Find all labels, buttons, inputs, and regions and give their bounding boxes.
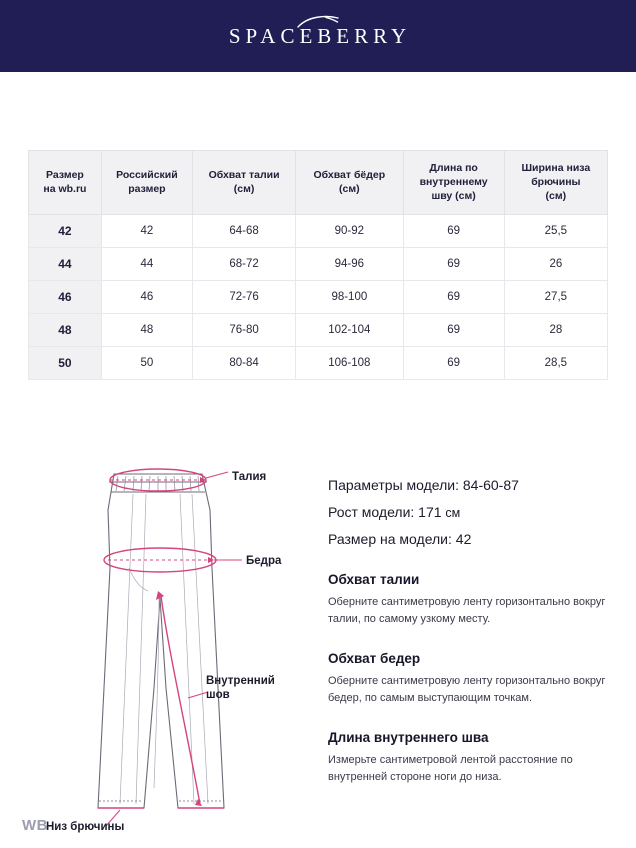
cell-inseam: 69: [403, 313, 504, 346]
cell-inseam: 69: [403, 346, 504, 379]
cell-waist: 68-72: [192, 247, 295, 280]
cell-leg-width: 26: [504, 247, 607, 280]
cell-wb-size: 46: [29, 280, 102, 313]
table-row: [29, 346, 608, 379]
table-header-row: [29, 151, 608, 215]
model-height-value: Рост модели: 171: [328, 503, 442, 520]
table-row: [29, 313, 608, 346]
cell-hips: 106-108: [296, 346, 403, 379]
diagram-label-hips: Бедра: [246, 554, 282, 567]
col-header-inseam: Длина по внутреннему шву (см): [403, 151, 504, 215]
cell-hips: 90-92: [296, 214, 403, 247]
wb-watermark: WB: [22, 817, 48, 834]
model-size: Размер на модели: 42: [328, 530, 472, 547]
table-row: [29, 280, 608, 313]
model-height-unit: см: [445, 505, 461, 520]
brand-logo: [225, 24, 411, 49]
diagram-label-inseam-line2: шов: [206, 688, 230, 701]
instruction-hips: [328, 651, 608, 706]
cell-wb-size: 48: [29, 313, 102, 346]
cell-leg-width: 28,5: [504, 346, 607, 379]
cell-wb-size: 44: [29, 247, 102, 280]
model-info: [300, 448, 608, 838]
cell-waist: 72-76: [192, 280, 295, 313]
instruction-inseam-text: Измерьте сантиметровой лентой расстояние по внутренней стороне ноги до низа.: [328, 754, 573, 783]
diagram-label-waist: Талия: [232, 470, 267, 483]
instruction-hips-text: Оберните сантиметровую ленту горизонтально вокруг бедер, по самым выступающим точкам.: [328, 675, 606, 704]
cell-wb-size: 42: [29, 214, 102, 247]
cell-waist: 64-68: [192, 214, 295, 247]
cell-ru-size: 48: [101, 313, 192, 346]
col-header-ru-size: Российский размер: [101, 151, 192, 215]
swoosh-icon: [296, 11, 340, 36]
size-table-wrap: [28, 150, 608, 380]
diagram-label-inseam: [206, 674, 296, 703]
cell-leg-width: 27,5: [504, 280, 607, 313]
cell-wb-size: 50: [29, 346, 102, 379]
col-header-wb-size: Размер на wb.ru: [29, 151, 102, 215]
cell-ru-size: 42: [101, 214, 192, 247]
cell-ru-size: 44: [101, 247, 192, 280]
cell-inseam: 69: [403, 247, 504, 280]
size-table: [28, 150, 608, 380]
table-row: [29, 214, 608, 247]
cell-hips: 94-96: [296, 247, 403, 280]
model-params: Параметры модели: 84-60-87: [328, 476, 519, 493]
instruction-inseam-title: Длина внутреннего шва: [328, 730, 489, 746]
cell-ru-size: 50: [101, 346, 192, 379]
table-row: [29, 247, 608, 280]
col-header-leg-width: Ширина низа брючины (см): [504, 151, 607, 215]
cell-ru-size: 46: [101, 280, 192, 313]
cell-leg-width: 28: [504, 313, 607, 346]
cell-waist: 80-84: [192, 346, 295, 379]
cell-hips: 98-100: [296, 280, 403, 313]
col-header-hips: Обхват бёдер (см): [296, 151, 403, 215]
col-header-waist: Обхват талии (см): [192, 151, 295, 215]
diagram-label-inseam-line1: Внутренний: [206, 674, 275, 687]
instruction-waist-text: Оберните сантиметровую ленту горизонтально вокруг талии, по самому узкому месту.: [328, 596, 606, 625]
trousers-illustration: [28, 448, 300, 838]
brand-name: SPACEBERRY: [228, 23, 412, 48]
cell-inseam: 69: [403, 280, 504, 313]
cell-hips: 102-104: [296, 313, 403, 346]
measurement-section: [0, 448, 636, 838]
cell-leg-width: 25,5: [504, 214, 607, 247]
instruction-waist-title: Обхват талии: [328, 572, 420, 588]
diagram-label-bottom: Низ брючины: [46, 820, 125, 833]
instruction-hips-title: Обхват бедер: [328, 651, 421, 667]
model-height: [328, 503, 608, 521]
instruction-waist: [328, 572, 608, 627]
cell-inseam: 69: [403, 214, 504, 247]
cell-waist: 76-80: [192, 313, 295, 346]
site-header: [0, 0, 636, 72]
trousers-diagram: [28, 448, 300, 838]
instruction-inseam: [328, 730, 608, 785]
